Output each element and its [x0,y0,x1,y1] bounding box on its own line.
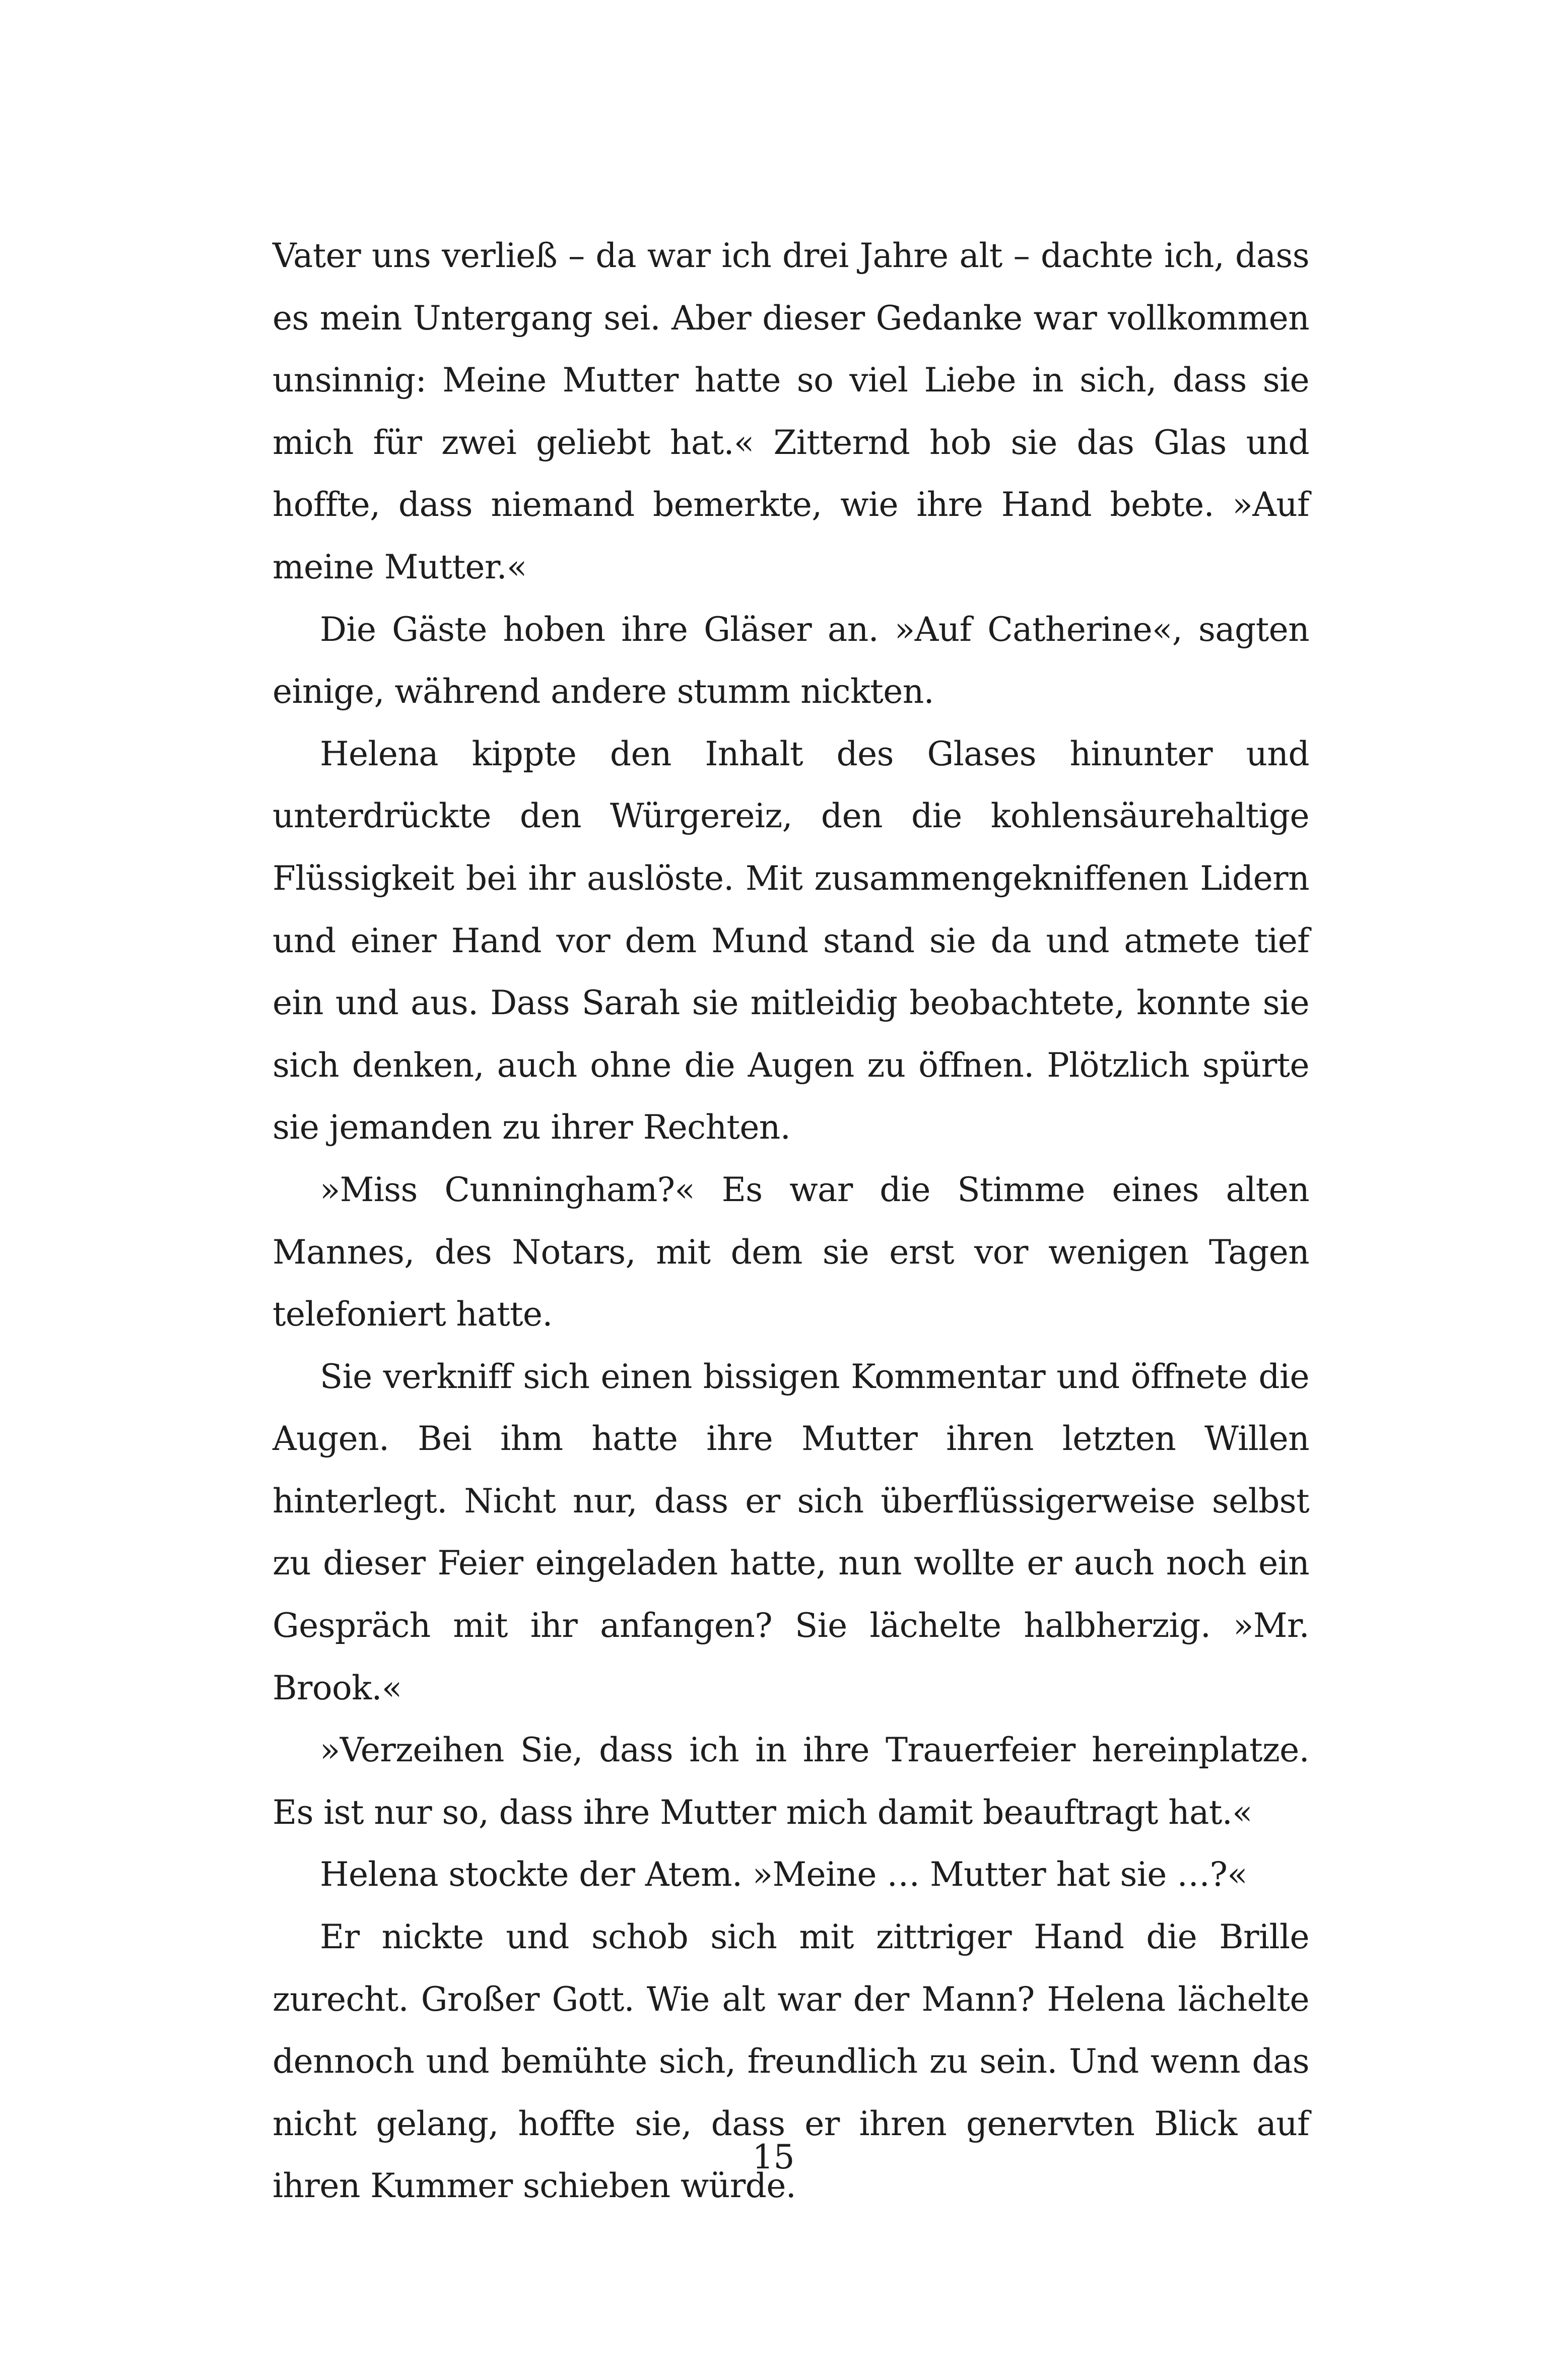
paragraph-5: Sie verkniff sich einen bissigen Kommentar und öffnete die Augen. Bei ihm hatte ihre Mutter ihren letzten Willen hinterlegt. Nicht nur, dass er sich überflüssigerweise selbst zu dieser Feier eingeladen hatte, nun wollte er auch noch ein Gespräch mit ihr anfangen? Sie lächelte halbherzig. »Mr. Brook.« [273,1357,1309,1707]
paragraph-4: »Miss Cunningham?« Es war die Stimme eines alten Mannes, des Notars, mit dem sie erst vor wenigen Tagen telefoniert hatte. [273,1170,1309,1334]
body-text [273,225,1309,2217]
paragraph-3: Helena kippte den Inhalt des Glases hinunter und unterdrückte den Würgereiz, den die kohlensäurehaltige Flüssigkeit bei ihr auslöste. Mit zusammengekniffenen Lidern und einer Hand vor dem Mund stand sie da und atmete tief ein und aus. Dass Sarah sie mitleidig beobachtete, konnte sie sich denken, auch ohne die Augen zu öffnen. Plötzlich spürte sie jemanden zu ihrer Rechten. [273,734,1309,1147]
page-number: 15 [752,2138,795,2176]
paragraph-6: »Verzeihen Sie, dass ich in ihre Trauerfeier hereinplatze. Es ist nur so, dass ihre Mutter mich damit beauftragt hat.« [273,1731,1309,1832]
paragraph-1: Vater uns verließ – da war ich drei Jahre alt – dachte ich, dass es mein Untergang sei. Aber dieser Gedanke war vollkommen unsinnig: Meine Mutter hatte so viel Liebe in sich, dass sie mich für zwei geliebt hat.« Zitternd hob sie das Glas und hoffte, dass niemand bemerkte, wie ihre Hand bebte. »Auf meine Mutter.« [273,236,1309,586]
paragraph-7: Helena stockte der Atem. »Meine … Mutter hat sie …?« [320,1855,1248,1894]
paragraph-8: Er nickte und schob sich mit zittriger Hand die Brille zurecht. Großer Gott. Wie alt war der Mann? Helena lächelte dennoch und bemühte sich, freundlich zu sein. Und wenn das nicht gelang, hoffte sie, dass er ihren genervten Blick auf ihren Kummer schieben würde. [273,1918,1309,2206]
paragraph-2: Die Gäste hoben ihre Gläser an. »Auf Catherine«, sagten einige, während andere stumm nickten. [273,610,1309,711]
